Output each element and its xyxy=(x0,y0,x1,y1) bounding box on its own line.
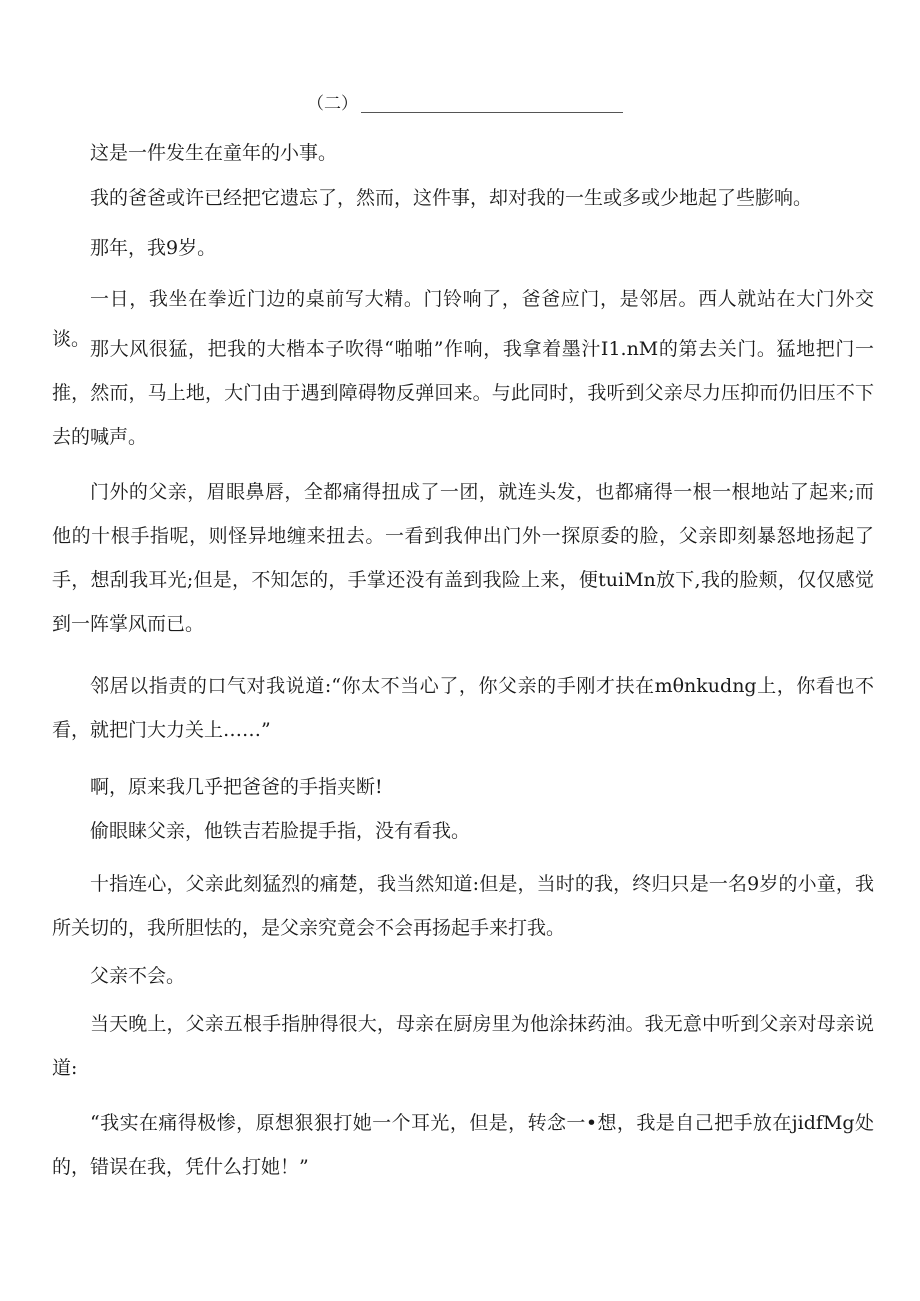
paragraph: 当天晚上，父亲五根手指肿得很大，母亲在厨房里为他涂抹药油。我无意中听到父亲对母亲说道: xyxy=(52,1013,874,1079)
paragraph: 十指连心，父亲此刻猛烈的痛楚，我当然知道:但是，当时的我，终归只是一名9岁的小童，我所关切的，我所胆怯的，是父亲究竟会不会再扬起手来打我。 xyxy=(52,873,874,939)
paragraph: 偷眼睐父亲，他铁吉若脸提手指，没有看我。 xyxy=(90,820,471,842)
paragraph: 啊，原来我几乎把爸爸的手指夹断! xyxy=(90,776,383,798)
paragraph: 那年，我9岁。 xyxy=(90,237,217,259)
section-heading: （二） xyxy=(307,94,358,114)
paragraph: 这是一件发生在童年的小事。 xyxy=(90,142,338,164)
heading-blank-line xyxy=(361,112,623,113)
paragraph: “我实在痛得极惨，原想狠狠打她一个耳光，但是，转念一•想，我是自己把手放在jidfMg处的，错误在我，凭什么打她！” xyxy=(52,1112,874,1178)
paragraph: 父亲不会。 xyxy=(90,965,186,987)
paragraph: 我的爸爸或许已经把它遗忘了，然而，这件事，却对我的一生或多或少地起了些膨响。 xyxy=(90,187,813,209)
paragraph: 一日，我坐在拳近门边的桌前写大精。门铃响了，爸爸应门，是邻居。西人就站在大门外交谈。 xyxy=(52,288,874,350)
paragraph: 那大风很猛，把我的大楷本子吹得“啪啪”作响，我拿着墨汁I1.nM的第去关门。猛地把门一推，然而，马上地，大门由于遇到障碍物反弹回来。与此同时，我听到父亲尽力压抑而仍旧压不下去的喊声。 xyxy=(52,338,874,448)
paragraph: 门外的父亲，眉眼鼻唇，全都痛得扭成了一团，就连头发，也都痛得一根一根地站了起来;而他的十根手指呢，则怪异地缠来扭去。一看到我伸出门外一探原委的脸，父亲即刻暴怒地扬起了手，想刮我耳光;但是，不知怎的，手掌还没有盖到我险上来，便tuiMn放下,我的脸颊，仅仅感觉到一阵掌风而已。 xyxy=(52,481,874,635)
paragraph: 邻居以指责的口气对我说道:“你太不当心了，你父亲的手刚才扶在mθnkudng上，你看也不看，就把门大力关上……” xyxy=(52,675,874,741)
